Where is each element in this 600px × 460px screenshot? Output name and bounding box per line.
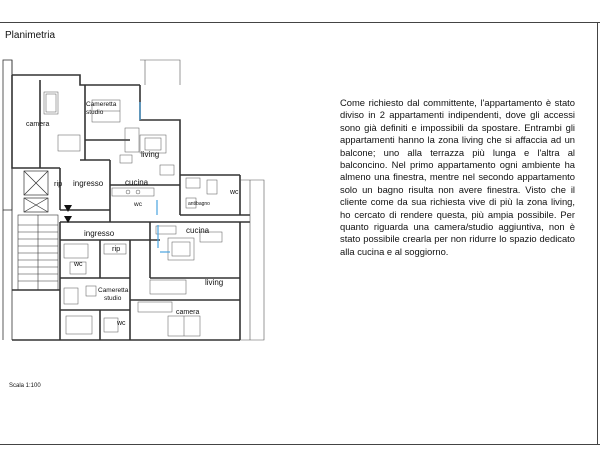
furniture-apartment-1 — [44, 92, 217, 208]
room-label-living-1: living — [141, 150, 160, 159]
room-label-rip-2: rip — [112, 244, 121, 253]
window-glazing — [140, 102, 170, 252]
room-label-wc-2: wc — [230, 189, 239, 196]
terrace-outline — [140, 60, 264, 340]
stair-block — [3, 60, 12, 340]
elevator-shafts — [24, 171, 48, 212]
page-title: Planimetria — [5, 30, 56, 41]
room-label-antibagno: antibagno — [188, 201, 210, 207]
room-label-wc-3: wc — [74, 261, 83, 268]
right-frame-line — [597, 22, 598, 444]
room-label-camera-1: camera — [26, 121, 50, 128]
top-frame-line — [0, 22, 600, 23]
project-description: Come richiesto dal committente, l'appartamento è stato diviso in 2 appartamenti indipendenti, dove gli accessi sono già definiti e impossibili da spostare. Entrambi gli appartamenti hanno la zona living che si affaccia ad un balcone; uno alla terrazza più lunga e l'altra al balconcino. Nel primo appartamento ogni ambiente ha almeno una finestra, mentre nel secondo appartamento solo un bagno risulta non avere finestra. Visto che il cliente come da sua richiesta vive di più la zona living, ho cercato di rendere questa, più ampia possibile. Per quanto riguarda una camera/studio aggiuntiva, non è stato possibile crearla per non ridurre lo spazio dedicato alla cucina e al soggiorno. — [340, 97, 575, 257]
bottom-frame-line — [0, 444, 600, 445]
floor-plan — [0, 40, 300, 370]
furniture-apartment-2 — [64, 226, 222, 336]
room-label-rip-1: rip — [54, 179, 63, 188]
room-label-cucina-1: cucina — [125, 178, 149, 187]
room-label-ingresso-2: ingresso — [84, 229, 115, 238]
room-label-cameretta-2: Cameretta — [98, 287, 129, 294]
room-label-wc-1: wc — [134, 201, 142, 208]
room-label-cucina-2: cucina — [186, 226, 210, 235]
arrow-down-icon — [64, 205, 72, 223]
scale-label: Scala 1:100 — [9, 383, 41, 389]
room-label-cameretta-1: Cameretta — [86, 101, 117, 108]
room-label-living-2: living — [205, 278, 224, 287]
room-label-camera-2: camera — [176, 309, 200, 316]
room-label-wc-4: wc — [117, 320, 126, 327]
room-label-studio-1: studio — [86, 109, 104, 116]
stairwell — [18, 215, 58, 290]
room-label-studio-2: studio — [104, 295, 122, 302]
room-label-ingresso-1: ingresso — [73, 179, 104, 188]
